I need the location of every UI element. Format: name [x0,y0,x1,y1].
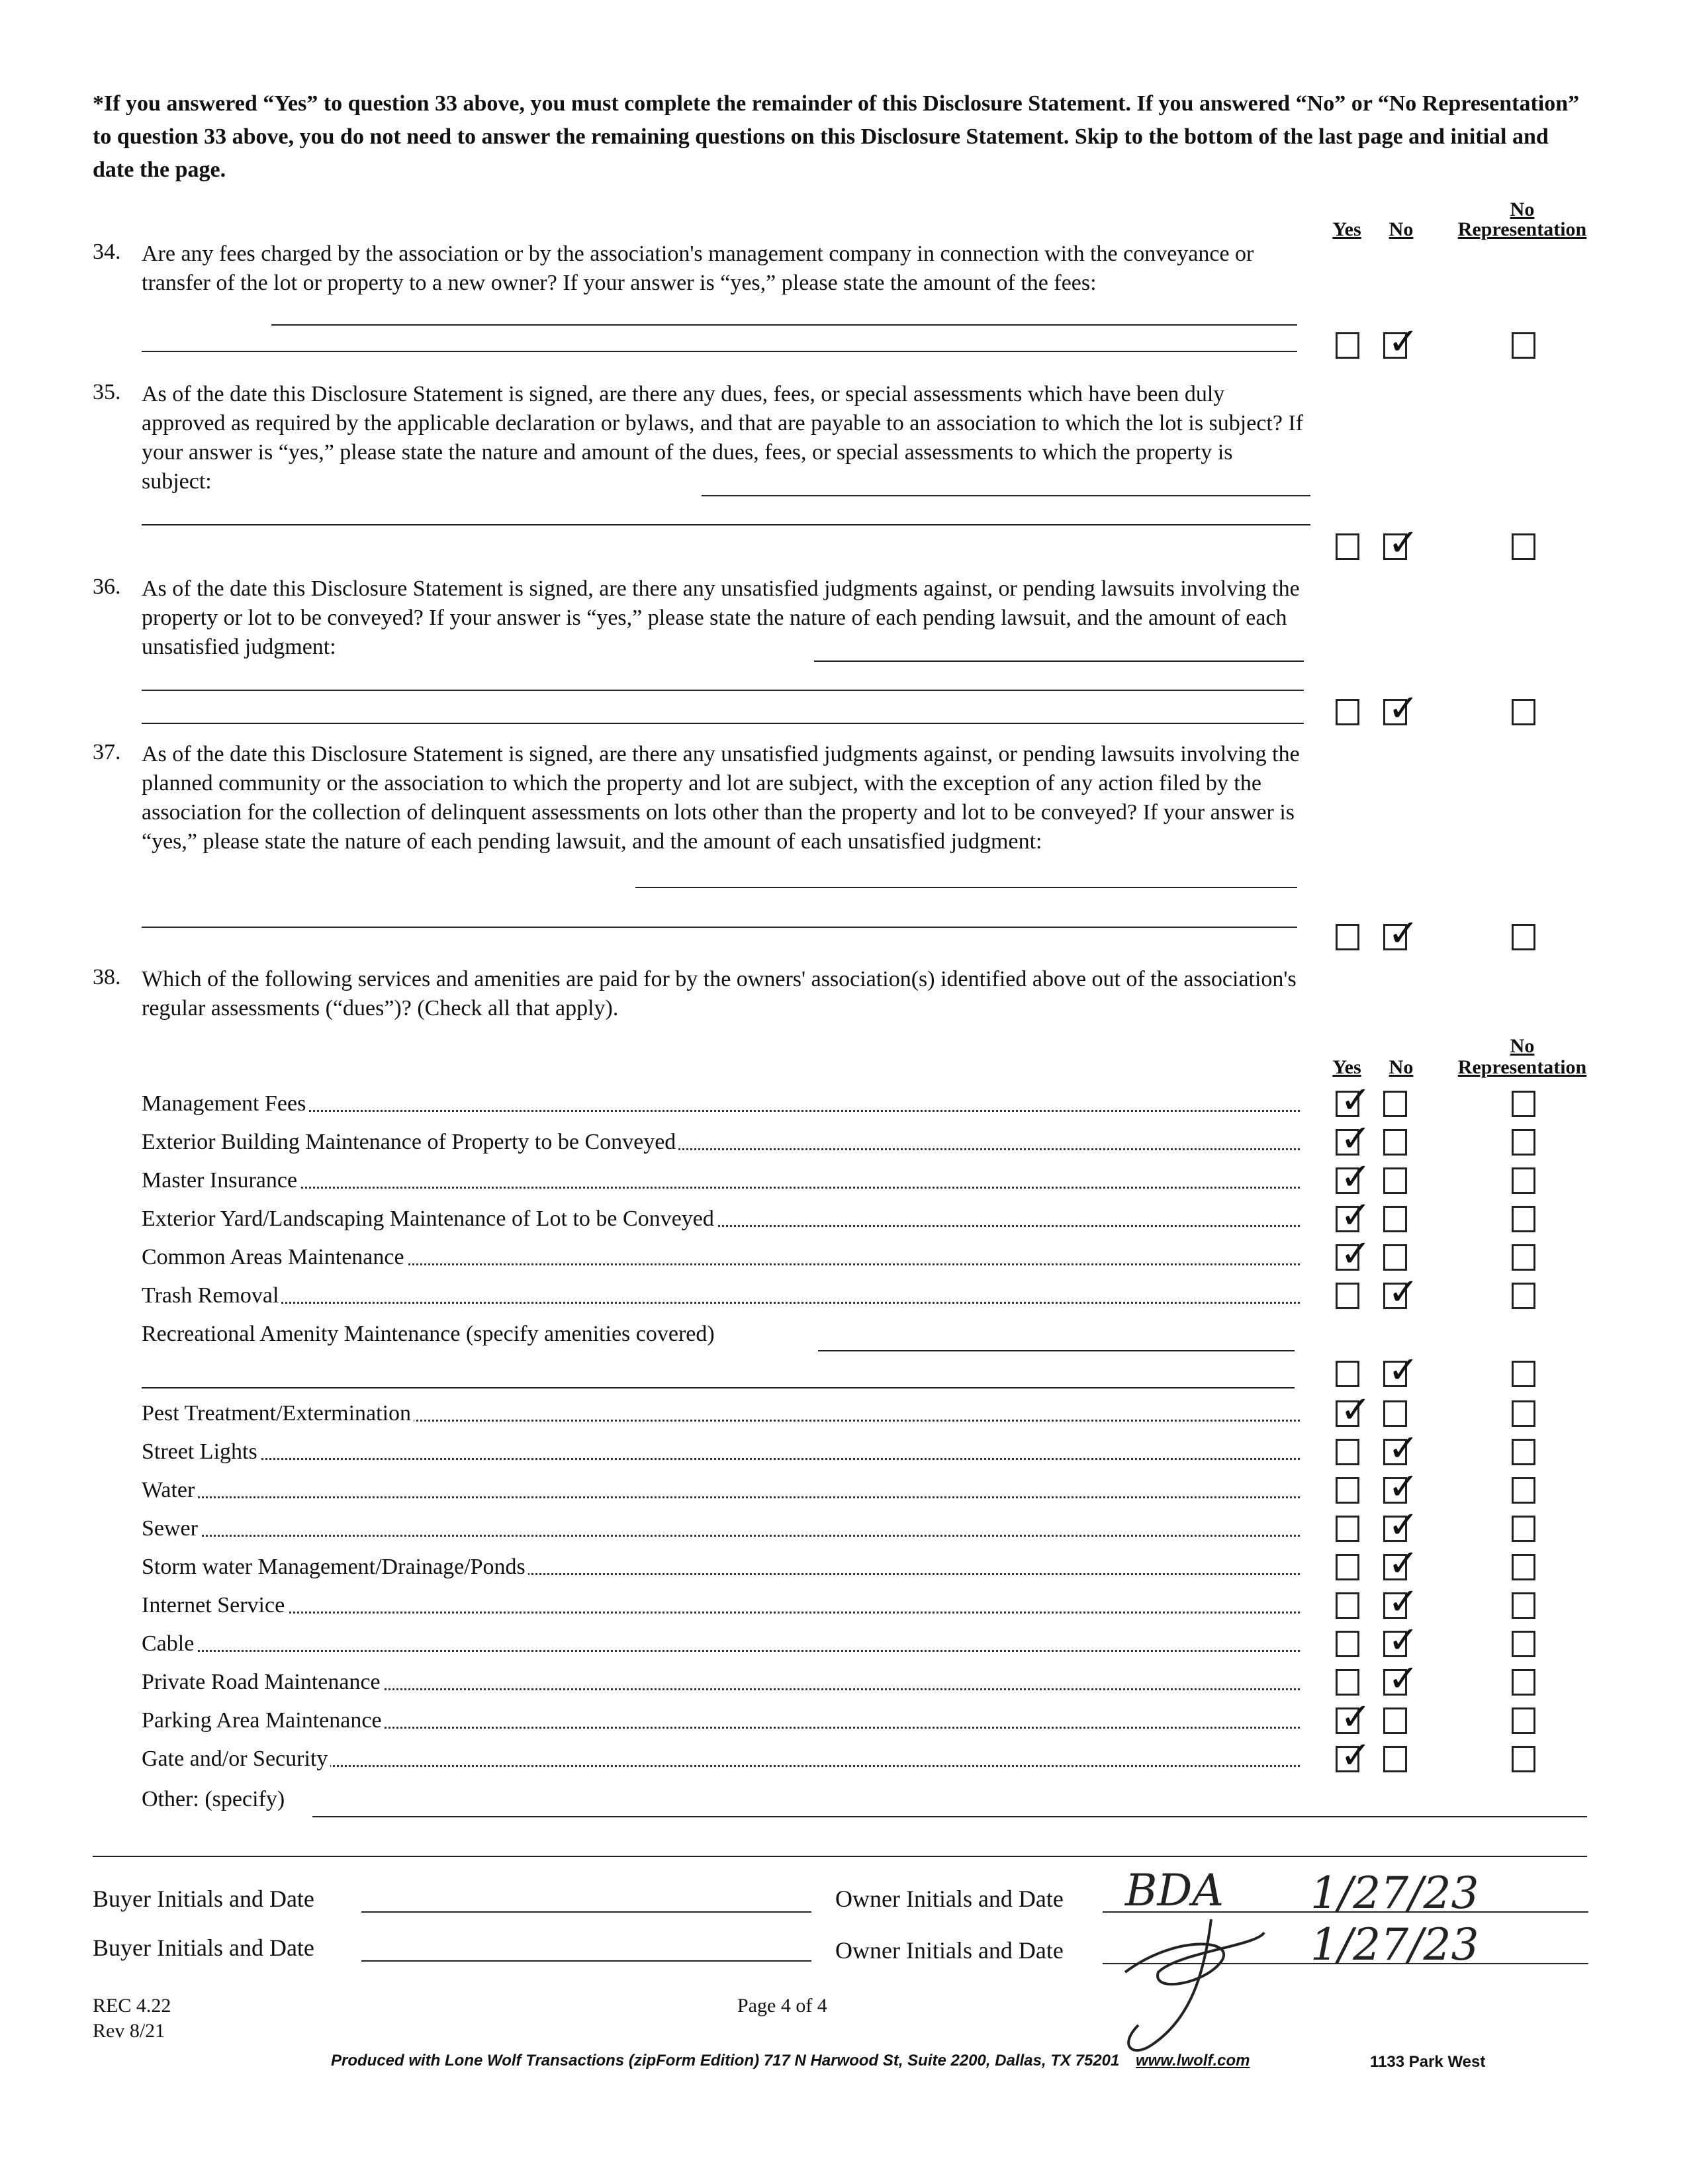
amenity-label: Internet Service [142,1593,287,1617]
other-label: Other: (specify) [142,1787,285,1811]
amenity-yes-checkbox[interactable] [1336,1117,1371,1160]
amenity-no-checkbox[interactable] [1383,1707,1407,1734]
amenity-norep-checkbox[interactable] [1512,1592,1535,1619]
amenity-norep-checkbox[interactable] [1512,1129,1535,1156]
dot-leader [142,1187,1300,1189]
question-37-text: As of the date this Disclosure Statement is signed, are there any unsatisfied judgments against, or pending lawsuits involving the planned community or the association to which the property and lot are subject, with the exception of any action filed by the association for the collection of delinquent assessments on lots other than the property and lot to be conveyed? If your answer is “yes,” please state the nature of each pending lawsuit, and the amount of each unsatisfied judgment: [142,742,1300,854]
col-yes-header-2: Yes [1332,1056,1361,1078]
question-number: 38. [93,965,121,989]
check-icon: ✓ [1388,1271,1419,1314]
amenity-yes-checkbox[interactable] [1336,1696,1371,1739]
col-no-header-2: No [1389,1056,1414,1078]
property-address: 1133 Park West [1370,2053,1486,2071]
q34-norep-checkbox[interactable] [1512,332,1535,359]
dot-leader [142,1535,1300,1537]
buyer-initials-label-1: Buyer Initials and Date [93,1886,314,1912]
owner-signature-initials: BDA [1125,1865,1224,1916]
amenity-no-checkbox[interactable] [1383,1465,1419,1508]
amenity-row [142,1166,1300,1195]
q35-no-checkbox[interactable] [1383,522,1419,565]
check-icon: ✓ [1340,1117,1371,1160]
amenity-row [142,1205,1300,1234]
check-icon: ✓ [1340,1696,1371,1739]
question-number: 34. [93,240,121,264]
amenity-norep-checkbox[interactable] [1512,1554,1535,1580]
amenity-yes-checkbox[interactable] [1336,1477,1359,1504]
amenity-label: Management Fees [142,1091,308,1116]
amenity-row [142,1668,1300,1697]
amenity-yes-checkbox[interactable] [1336,1554,1359,1580]
amenity-norep-checkbox[interactable] [1512,1283,1535,1309]
footer-link[interactable]: www.lwolf.com [1136,2052,1250,2070]
q36-no-checkbox[interactable] [1383,687,1419,730]
amenity-no-checkbox[interactable] [1383,1580,1419,1623]
amenity-label: Exterior Building Maintenance of Property to be Conveyed [142,1130,678,1154]
amenity-row [142,1399,1300,1428]
check-icon: ✓ [1388,687,1419,730]
amenity-row [142,1128,1300,1157]
col-yes-header: Yes [1332,218,1361,240]
amenity-norep-checkbox[interactable] [1512,1746,1535,1772]
amenity-yes-checkbox[interactable] [1336,1439,1359,1465]
amenity-no-checkbox[interactable] [1383,1349,1419,1392]
check-icon: ✓ [1388,1504,1419,1547]
amenity-yes-checkbox[interactable] [1336,1194,1371,1237]
check-icon: ✓ [1388,320,1419,363]
amenity-row [142,1281,1300,1310]
check-icon: ✓ [1388,1580,1419,1623]
form-revision: Rev 8/21 [93,2020,165,2042]
owner-initials-label-1: Owner Initials and Date [835,1886,1064,1912]
amenity-row [142,1089,1300,1118]
col-no-header: No [1389,218,1414,240]
col-norep-header-2a: No [1510,1035,1535,1057]
amenity-norep-checkbox[interactable] [1512,1631,1535,1657]
amenity-no-checkbox[interactable] [1383,1657,1419,1700]
q35-norep-checkbox[interactable] [1512,533,1535,560]
dot-leader [142,1496,1300,1498]
amenity-label: Recreational Amenity Maintenance (specify amenities covered) [142,1322,717,1346]
amenity-no-checkbox[interactable] [1383,1427,1419,1470]
amenity-label: Sewer [142,1516,201,1541]
dot-leader [142,1110,1300,1112]
q36-norep-checkbox[interactable] [1512,699,1535,725]
amenity-no-checkbox[interactable] [1383,1542,1419,1585]
check-icon: ✓ [1340,1156,1371,1199]
amenity-row [142,1629,1300,1659]
owner-signature-scribble [1099,1893,1297,2065]
amenity-norep-checkbox[interactable] [1512,1707,1535,1734]
amenity-norep-checkbox[interactable] [1512,1244,1535,1271]
amenity-yes-checkbox[interactable] [1336,1388,1371,1432]
amenity-yes-checkbox[interactable] [1336,1283,1359,1309]
question-36-text: As of the date this Disclosure Statement is signed, are there any unsatisfied judgments against, or pending lawsuits involving the property or lot to be conveyed? If your answer is “yes,” please state the nature of each pending lawsuit, and the amount of each unsatisfied judgment: [142,576,1300,659]
amenity-label: Water [142,1478,197,1502]
amenity-yes-checkbox[interactable] [1336,1361,1359,1387]
amenity-norep-checkbox[interactable] [1512,1361,1535,1387]
q37-yes-checkbox[interactable] [1336,924,1359,950]
question-number: 37. [93,740,121,764]
q36-yes-checkbox[interactable] [1336,699,1359,725]
amenity-no-checkbox[interactable] [1383,1206,1407,1232]
form-id: REC 4.22 [93,1995,171,2017]
question-34-text: Are any fees charged by the association or by the association's management company in connection with the conveyance or transfer of the lot or property to a new owner? If your answer is “yes,” please state the amount of the fees: [142,242,1254,295]
check-icon: ✓ [1388,1657,1419,1700]
dot-leader [142,1302,1300,1304]
amenity-label: Pest Treatment/Extermination [142,1401,414,1426]
amenity-label: Parking Area Maintenance [142,1708,385,1733]
amenity-row [142,1553,1300,1582]
amenity-norep-checkbox[interactable] [1512,1477,1535,1504]
amenity-label: Street Lights [142,1439,260,1464]
amenity-norep-checkbox[interactable] [1512,1669,1535,1696]
col-norep-header-2: Representation [1457,218,1587,240]
amenity-norep-checkbox[interactable] [1512,1091,1535,1117]
amenity-norep-checkbox[interactable] [1512,1439,1535,1465]
q34-yes-checkbox[interactable] [1336,332,1359,359]
amenity-yes-checkbox[interactable] [1336,1516,1359,1542]
amenity-norep-checkbox[interactable] [1512,1400,1535,1427]
amenity-label: Gate and/or Security [142,1747,330,1771]
amenity-yes-checkbox[interactable] [1336,1079,1371,1122]
dot-leader [142,1612,1300,1614]
amenity-norep-checkbox[interactable] [1512,1516,1535,1542]
amenity-label: Common Areas Maintenance [142,1245,407,1269]
amenity-row [142,1591,1300,1620]
dot-leader [142,1458,1300,1460]
amenity-yes-checkbox[interactable] [1336,1631,1359,1657]
q34-no-checkbox[interactable] [1383,320,1419,363]
amenity-yes-checkbox[interactable] [1336,1592,1359,1619]
amenity-no-checkbox[interactable] [1383,1400,1407,1427]
amenity-label: Private Road Maintenance [142,1670,383,1694]
buyer-initials-label-2: Buyer Initials and Date [93,1934,314,1961]
amenity-no-checkbox[interactable] [1383,1746,1407,1772]
check-icon: ✓ [1340,1079,1371,1122]
amenity-norep-checkbox[interactable] [1512,1206,1535,1232]
amenity-yes-checkbox[interactable] [1336,1156,1371,1199]
check-icon: ✓ [1388,1465,1419,1508]
check-icon: ✓ [1388,1619,1419,1662]
check-icon: ✓ [1388,1349,1419,1392]
amenity-row [142,1745,1300,1774]
amenity-no-checkbox[interactable] [1383,1244,1407,1271]
amenity-no-checkbox[interactable] [1383,1091,1407,1117]
amenity-no-checkbox[interactable] [1383,1619,1419,1662]
owner-signature-date-1: 1/27/23 [1310,1868,1479,1919]
check-icon: ✓ [1388,912,1419,955]
question-number: 35. [93,380,121,404]
owner-initials-label-2: Owner Initials and Date [835,1937,1064,1964]
amenity-yes-checkbox[interactable] [1336,1232,1371,1275]
owner-signature-date-2: 1/27/23 [1310,1919,1479,1970]
amenity-norep-checkbox[interactable] [1512,1167,1535,1194]
amenity-row [142,1706,1300,1735]
check-icon: ✓ [1340,1232,1371,1275]
amenity-label: Master Insurance [142,1168,300,1193]
page-number: Page 4 of 4 [737,1995,827,2017]
check-icon: ✓ [1388,1427,1419,1470]
question-38-text: Which of the following services and amenities are paid for by the owners' association(s) identified above out of the association's regular assessments (“dues”)? (Check all that apply). [142,967,1297,1021]
amenity-row [142,1476,1300,1505]
amenity-no-checkbox[interactable] [1383,1504,1419,1547]
amenity-no-checkbox[interactable] [1383,1129,1407,1156]
amenity-label: Exterior Yard/Landscaping Maintenance of Lot to be Conveyed [142,1206,717,1231]
amenity-label: Trash Removal [142,1283,281,1308]
q37-no-checkbox[interactable] [1383,912,1419,955]
question-number: 36. [93,574,121,599]
amenity-row [142,1514,1300,1543]
check-icon: ✓ [1388,1542,1419,1585]
amenity-yes-checkbox[interactable] [1336,1669,1359,1696]
amenity-yes-checkbox[interactable] [1336,1734,1371,1777]
produced-with: Produced with Lone Wolf Transactions (zipForm Edition) 717 N Harwood St, Suite 2200, Dallas, TX 75201 [331,2052,1120,2070]
amenity-label: Cable [142,1631,197,1656]
amenity-no-checkbox[interactable] [1383,1271,1419,1314]
check-icon: ✓ [1340,1734,1371,1777]
check-icon: ✓ [1340,1388,1371,1432]
amenity-row [142,1437,1300,1467]
check-icon: ✓ [1340,1194,1371,1237]
amenity-label: Storm water Management/Drainage/Ponds [142,1555,528,1579]
intro-instructions: *If you answered “Yes” to question 33 above, you must complete the remainder of this Disclosure Statement. If you answered “No” or “No Representation” to question 33 above, you do not need to answer the remaining questions on this Disclosure Statement. Skip to the bottom of the last page and initial and date the page. [93,91,1580,182]
q35-yes-checkbox[interactable] [1336,533,1359,560]
check-icon: ✓ [1388,522,1419,565]
dot-leader [142,1650,1300,1652]
q37-norep-checkbox[interactable] [1512,924,1535,950]
col-norep-header-1: No [1510,199,1535,220]
amenity-row [142,1243,1300,1272]
amenity-no-checkbox[interactable] [1383,1167,1407,1194]
question-35-text: As of the date this Disclosure Statement is signed, are there any dues, fees, or special assessments which have been duly approved as required by the applicable declaration or bylaws, and that are payable to an association to which the lot is subject? If your answer is “yes,” please state the nature and amount of the dues, fees, or special assessments to which the property is subject: [142,382,1304,494]
amenity-row [142,1320,1300,1349]
col-norep-header-2b: Representation [1457,1056,1587,1078]
